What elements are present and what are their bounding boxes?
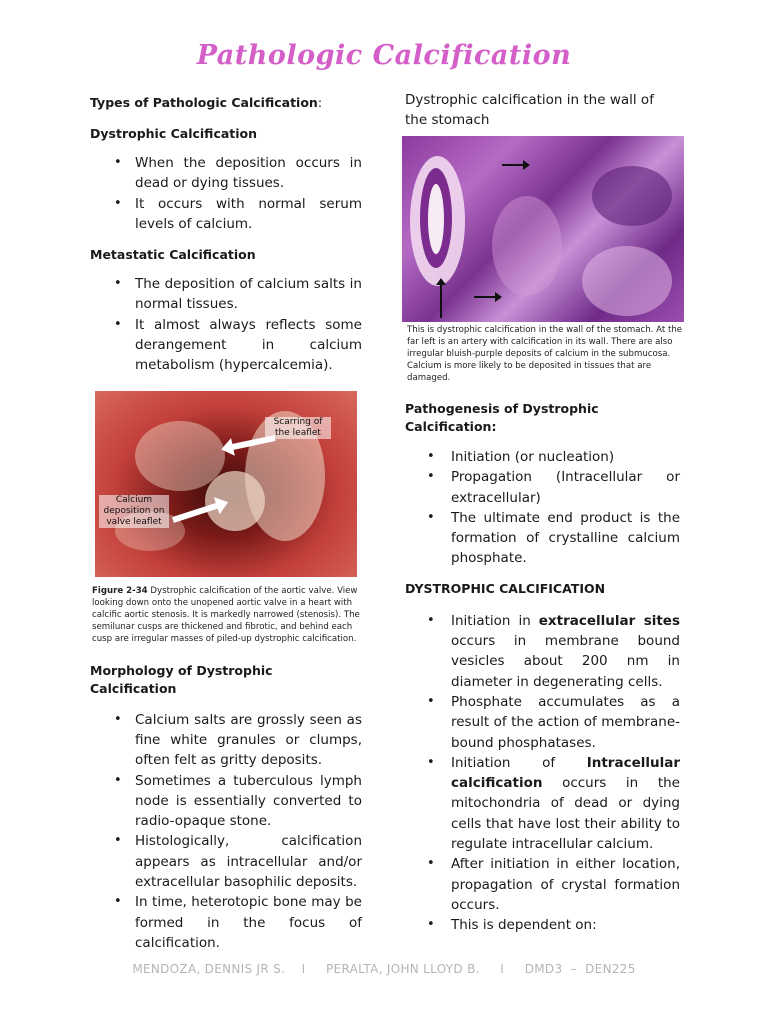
page-title: Pathologic Calcification xyxy=(196,40,572,71)
dystrophic-caps-heading: DYSTROPHIC CALCIFICATION xyxy=(405,580,606,596)
list-item: • Phosphate accumulates as a result of the action of membrane-bound phosphatases. xyxy=(405,692,680,753)
b3-pre: Initiation of xyxy=(451,754,587,771)
types-heading xyxy=(90,94,362,112)
list-item: • Histologically, calcification appears as intracellular and/or extracellular basophilic deposits. xyxy=(90,831,362,892)
right-column xyxy=(405,92,683,936)
stomach-heading: Dystrophic calcification in the wall of the stomach xyxy=(405,92,654,128)
metastatic-heading: Metastatic Calcification xyxy=(90,247,256,263)
types-heading-text: Types of Pathologic Calcification xyxy=(90,95,318,110)
b1-post: occurs in membrane bound vesicles about 200 nm in diameter in degenerating cells. xyxy=(451,633,680,690)
stomach-caption: This is dystrophic calcification in the wall of the stomach. At the far left is an artery with calcification in its wall. There are also irregular bluish-purple deposits of calcium in the submucosa. Calcium is more likely to be deposited in tissues that are damaged. xyxy=(407,325,683,383)
arrow-icon xyxy=(474,296,496,298)
pathogenesis-heading: Pathogenesis of Dystrophic Calcification: xyxy=(405,401,599,434)
list-item: • When the deposition occurs in dead or dying tissues. xyxy=(90,153,362,194)
calcium-label: Calcium deposition on valve leaflet xyxy=(99,495,169,528)
dystrophic-list xyxy=(90,153,362,234)
list-item: • Sometimes a tuberculous lymph node is essentially converted to radio-opaque stone. xyxy=(90,771,362,832)
footer-authors: MENDOZA, DENNIS JR S. I PERALTA, JOHN LLOYD B. I DMD3 – DEN225 xyxy=(132,962,636,976)
left-column xyxy=(90,92,362,953)
morphology-heading: Morphology of Dystrophic Calcification xyxy=(90,662,273,696)
list-item: • The ultimate end product is the formation of crystalline calcium phosphate. xyxy=(405,508,680,569)
dystrophic-heading: Dystrophic Calcification xyxy=(90,126,258,141)
morphology-list xyxy=(90,710,362,954)
list-item: • After initiation in either location, propagation of crystal formation occurs. xyxy=(405,854,680,915)
pathogenesis-list xyxy=(405,447,680,569)
arrow-icon xyxy=(502,164,524,166)
list-item: • It almost always reflects some derangement in calcium metabolism (hypercalcemia). xyxy=(90,315,362,376)
metastatic-list xyxy=(90,274,362,375)
list-item: • The deposition of calcium salts in normal tissues. xyxy=(90,274,362,315)
list-item: • Initiation (or nucleation) xyxy=(405,447,680,467)
b3-bold: Intracellular calcification xyxy=(451,754,680,792)
list-item: • In time, heterotopic bone may be formed in the focus of calcification. xyxy=(90,892,362,953)
valve-caption-figure-number: Figure 2-34 xyxy=(92,585,148,596)
stomach-histology-photo xyxy=(402,136,684,322)
list-item: • Propagation (Intracellular or extracellular) xyxy=(405,467,680,508)
dystrophic-detail-list xyxy=(405,611,680,936)
aortic-valve-photo xyxy=(95,391,357,577)
b1-pre: Initiation in xyxy=(451,612,539,629)
scarring-label: Scarring of the leaflet xyxy=(265,417,331,439)
list-item xyxy=(405,611,680,692)
valve-caption-text: Dystrophic calcification of the aortic valve. View looking down onto the unopened aortic valve in a heart with calcific aortic stenosis. It is markedly narrowed (stenosis). The semilunar cusps are thickened and fibrotic, and behind each cusp are irregular masses of piled-up dystrophic calcification. xyxy=(92,585,360,644)
types-heading-colon: : xyxy=(317,95,323,110)
list-item: • This is dependent on: xyxy=(405,915,680,935)
list-item xyxy=(405,753,680,854)
list-item: • Calcium salts are grossly seen as fine white granules or clumps, often felt as gritty deposits. xyxy=(90,710,362,771)
b1-bold: extracellular sites xyxy=(538,612,681,629)
list-item: • It occurs with normal serum levels of calcium. xyxy=(90,194,362,235)
b3-post: occurs in the mitochondria of dead or dying cells that have lost their ability to regulate intracellular calcium. xyxy=(451,775,680,853)
valve-caption xyxy=(92,585,364,645)
arrow-icon xyxy=(440,284,442,318)
